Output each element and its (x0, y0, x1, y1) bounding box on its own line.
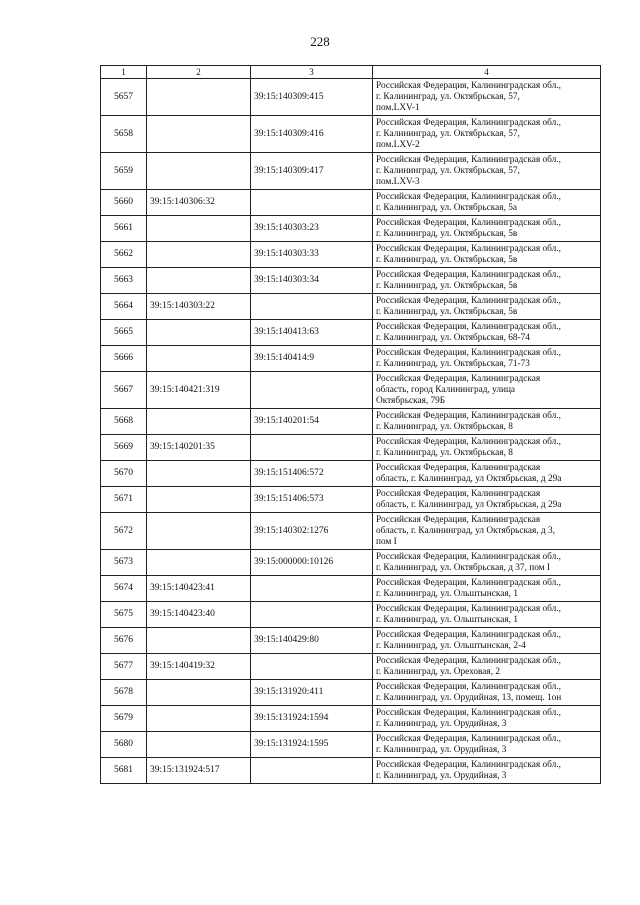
object-cadastral-number-cell: 39:15:140414:9 (251, 346, 373, 372)
object-cadastral-number-cell: 39:15:151406:573 (251, 487, 373, 513)
address-line: г. Калининград, ул. Октябрьская, 5в (376, 306, 518, 317)
land-cadastral-number-cell (147, 268, 251, 294)
address-line: Российская Федерация, Калининградская обл., (376, 191, 561, 202)
address-line: г. Калининград, ул. Ореховая, 2 (376, 666, 501, 677)
address-cell (373, 372, 601, 409)
row-number-cell: 5665 (101, 320, 147, 346)
address-line: пом I (376, 536, 397, 547)
land-cadastral-number-cell (147, 116, 251, 153)
land-cadastral-number-cell: 39:15:140423:40 (147, 602, 251, 628)
address-cell (373, 487, 601, 513)
object-cadastral-number-cell: 39:15:000000:10126 (251, 550, 373, 576)
land-cadastral-number-cell: 39:15:140303:22 (147, 294, 251, 320)
address-cell (373, 116, 601, 153)
row-number-cell: 5670 (101, 461, 147, 487)
table-row (101, 242, 601, 268)
address-line: г. Калининград, ул. Октябрьская, д 37, пом I (376, 562, 550, 573)
row-number-cell: 5671 (101, 487, 147, 513)
table-row (101, 372, 601, 409)
address-cell (373, 680, 601, 706)
address-line: г. Калининград, ул. Октябрьская, 5в (376, 280, 518, 291)
address-line: г. Калининград, ул. Октябрьская, 71-73 (376, 358, 530, 369)
land-cadastral-number-cell: 39:15:140421:319 (147, 372, 251, 409)
object-cadastral-number-cell: 39:15:151406:572 (251, 461, 373, 487)
address-line: Российская Федерация, Калининградская обл., (376, 295, 561, 306)
column-header-1: 1 (101, 66, 147, 79)
object-cadastral-number-cell: 39:15:140413:63 (251, 320, 373, 346)
object-cadastral-number-cell: 39:15:140309:417 (251, 153, 373, 190)
table-row (101, 268, 601, 294)
address-line: г. Калининград, ул. Октябрьская, 5в (376, 254, 518, 265)
address-cell (373, 602, 601, 628)
address-cell (373, 346, 601, 372)
address-line: Российская Федерация, Калининградская обл., (376, 217, 561, 228)
address-cell (373, 216, 601, 242)
cadastral-table (100, 65, 601, 784)
address-cell (373, 190, 601, 216)
table-row (101, 758, 601, 784)
address-line: г. Калининград, ул. Ольштынская, 1 (376, 614, 518, 625)
address-line: Российская Федерация, Калининградская обл., (376, 243, 561, 254)
land-cadastral-number-cell: 39:15:140306:32 (147, 190, 251, 216)
table-row (101, 732, 601, 758)
address-line: г. Калининград, ул. Октябрьская, 5а (376, 202, 518, 213)
land-cadastral-number-cell: 39:15:131924:517 (147, 758, 251, 784)
row-number-cell: 5672 (101, 513, 147, 550)
address-cell (373, 758, 601, 784)
object-cadastral-number-cell: 39:15:140302:1276 (251, 513, 373, 550)
land-cadastral-number-cell (147, 680, 251, 706)
address-cell (373, 268, 601, 294)
object-cadastral-number-cell: 39:15:140303:33 (251, 242, 373, 268)
land-cadastral-number-cell (147, 550, 251, 576)
row-number-cell: 5676 (101, 628, 147, 654)
land-cadastral-number-cell (147, 216, 251, 242)
column-header-2: 2 (147, 66, 251, 79)
address-line: г. Калининград, ул. Октябрьская, 57, (376, 165, 520, 176)
address-line: г. Калининград, ул. Орудийная, 3 (376, 770, 507, 781)
object-cadastral-number-cell: 39:15:140309:416 (251, 116, 373, 153)
land-cadastral-number-cell (147, 153, 251, 190)
address-line: г. Калининград, ул. Октябрьская, 68-74 (376, 332, 530, 343)
address-cell (373, 706, 601, 732)
row-number-cell: 5675 (101, 602, 147, 628)
land-cadastral-number-cell (147, 242, 251, 268)
land-cadastral-number-cell: 39:15:140201:35 (147, 435, 251, 461)
row-number-cell: 5674 (101, 576, 147, 602)
address-line: Российская Федерация, Калининградская обл., (376, 551, 561, 562)
column-header-4: 4 (373, 66, 601, 79)
address-line: Российская Федерация, Калининградская (376, 462, 541, 473)
address-line: область, г. Калининград, ул Октябрьская, д 29а (376, 499, 562, 510)
table-row (101, 461, 601, 487)
address-line: Российская Федерация, Калининградская обл., (376, 117, 561, 128)
table-row (101, 602, 601, 628)
row-number-cell: 5680 (101, 732, 147, 758)
object-cadastral-number-cell: 39:15:140303:34 (251, 268, 373, 294)
table-row (101, 320, 601, 346)
object-cadastral-number-cell (251, 190, 373, 216)
address-line: Российская Федерация, Калининградская (376, 373, 541, 384)
row-number-cell: 5677 (101, 654, 147, 680)
table-row (101, 116, 601, 153)
object-cadastral-number-cell (251, 602, 373, 628)
address-line: г. Калининград, ул. Орудийная, 13, помещ. 1он (376, 692, 562, 703)
row-number-cell: 5658 (101, 116, 147, 153)
object-cadastral-number-cell: 39:15:140201:54 (251, 409, 373, 435)
row-number-cell: 5667 (101, 372, 147, 409)
address-cell (373, 435, 601, 461)
table-row (101, 706, 601, 732)
address-line: Российская Федерация, Калининградская обл., (376, 410, 561, 421)
row-number-cell: 5664 (101, 294, 147, 320)
object-cadastral-number-cell (251, 294, 373, 320)
object-cadastral-number-cell (251, 372, 373, 409)
column-header-3: 3 (251, 66, 373, 79)
table-body (101, 79, 601, 784)
address-line: Российская Федерация, Калининградская обл., (376, 759, 561, 770)
land-cadastral-number-cell (147, 732, 251, 758)
table-row (101, 680, 601, 706)
land-cadastral-number-cell (147, 346, 251, 372)
row-number-cell: 5666 (101, 346, 147, 372)
table-row (101, 513, 601, 550)
object-cadastral-number-cell: 39:15:140429:80 (251, 628, 373, 654)
row-number-cell: 5679 (101, 706, 147, 732)
address-line: Российская Федерация, Калининградская обл., (376, 154, 561, 165)
address-cell (373, 79, 601, 116)
table-row (101, 550, 601, 576)
address-line: Российская Федерация, Калининградская обл., (376, 436, 561, 447)
table-row (101, 294, 601, 320)
table-row (101, 346, 601, 372)
address-line: г. Калининград, ул. Октябрьская, 8 (376, 421, 513, 432)
address-line: Российская Федерация, Калининградская обл., (376, 733, 561, 744)
address-line: область, г. Калининград, ул Октябрьская, д 3, (376, 525, 555, 536)
object-cadastral-number-cell: 39:15:131920:411 (251, 680, 373, 706)
row-number-cell: 5669 (101, 435, 147, 461)
address-line: г. Калининград, ул. Октябрьская, 5в (376, 228, 518, 239)
object-cadastral-number-cell (251, 576, 373, 602)
address-line: Российская Федерация, Калининградская (376, 514, 541, 525)
row-number-cell: 5659 (101, 153, 147, 190)
address-line: Российская Федерация, Калининградская обл., (376, 321, 561, 332)
row-number-cell: 5663 (101, 268, 147, 294)
address-line: пом.LXV-3 (376, 176, 420, 187)
table-row (101, 628, 601, 654)
row-number-cell: 5660 (101, 190, 147, 216)
address-line: г. Калининград, ул. Октябрьская, 57, (376, 128, 520, 139)
address-line: Российская Федерация, Калининградская обл., (376, 577, 561, 588)
page-number: 228 (310, 34, 330, 49)
address-line: Российская Федерация, Калининградская обл., (376, 707, 561, 718)
address-line: Российская Федерация, Калининградская обл., (376, 80, 561, 91)
address-line: Октябрьская, 79Б (376, 395, 446, 406)
land-cadastral-number-cell: 39:15:140419:32 (147, 654, 251, 680)
address-cell (373, 513, 601, 550)
row-number-cell: 5678 (101, 680, 147, 706)
address-cell (373, 242, 601, 268)
land-cadastral-number-cell: 39:15:140423:41 (147, 576, 251, 602)
address-line: Российская Федерация, Калининградская (376, 488, 541, 499)
object-cadastral-number-cell: 39:15:131924:1595 (251, 732, 373, 758)
address-line: пом.LXV-2 (376, 139, 420, 150)
land-cadastral-number-cell (147, 320, 251, 346)
row-number-cell: 5673 (101, 550, 147, 576)
address-cell (373, 409, 601, 435)
address-cell (373, 461, 601, 487)
address-line: Российская Федерация, Калининградская обл., (376, 655, 561, 666)
object-cadastral-number-cell (251, 654, 373, 680)
land-cadastral-number-cell (147, 79, 251, 116)
address-cell (373, 654, 601, 680)
table-row (101, 79, 601, 116)
table-row (101, 487, 601, 513)
land-cadastral-number-cell (147, 628, 251, 654)
table-row (101, 216, 601, 242)
address-line: г. Калининград, ул. Орудийная, 3 (376, 744, 507, 755)
address-line: область, город Калининград, улица (376, 384, 516, 395)
address-cell (373, 294, 601, 320)
address-line: Российская Федерация, Калининградская обл., (376, 603, 561, 614)
table-row (101, 153, 601, 190)
table-row (101, 654, 601, 680)
row-number-cell: 5657 (101, 79, 147, 116)
address-line: Российская Федерация, Калининградская обл., (376, 347, 561, 358)
land-cadastral-number-cell (147, 487, 251, 513)
object-cadastral-number-cell (251, 435, 373, 461)
object-cadastral-number-cell: 39:15:140303:23 (251, 216, 373, 242)
address-cell (373, 576, 601, 602)
address-line: область, г. Калининград, ул Октябрьская, д 29а (376, 473, 562, 484)
land-cadastral-number-cell (147, 706, 251, 732)
object-cadastral-number-cell: 39:15:131924:1594 (251, 706, 373, 732)
address-line: пом.LXV-1 (376, 102, 420, 113)
land-cadastral-number-cell (147, 513, 251, 550)
address-line: Российская Федерация, Калининградская обл., (376, 681, 561, 692)
row-number-cell: 5668 (101, 409, 147, 435)
object-cadastral-number-cell: 39:15:140309:415 (251, 79, 373, 116)
address-line: Российская Федерация, Калининградская обл., (376, 629, 561, 640)
address-cell (373, 628, 601, 654)
land-cadastral-number-cell (147, 409, 251, 435)
table-row (101, 190, 601, 216)
address-line: г. Калининград, ул. Орудийная, 3 (376, 718, 507, 729)
row-number-cell: 5661 (101, 216, 147, 242)
table-row (101, 409, 601, 435)
address-line: г. Калининград, ул. Ольштынская, 1 (376, 588, 518, 599)
address-line: г. Калининград, ул. Ольштынская, 2-4 (376, 640, 526, 651)
table-header-row (101, 66, 601, 79)
object-cadastral-number-cell (251, 758, 373, 784)
row-number-cell: 5681 (101, 758, 147, 784)
address-line: Российская Федерация, Калининградская обл., (376, 269, 561, 280)
address-cell (373, 732, 601, 758)
address-cell (373, 153, 601, 190)
address-cell (373, 550, 601, 576)
table-row (101, 435, 601, 461)
table-row (101, 576, 601, 602)
address-line: г. Калининград, ул. Октябрьская, 57, (376, 91, 520, 102)
row-number-cell: 5662 (101, 242, 147, 268)
address-cell (373, 320, 601, 346)
address-line: г. Калининград, ул. Октябрьская, 8 (376, 447, 513, 458)
land-cadastral-number-cell (147, 461, 251, 487)
